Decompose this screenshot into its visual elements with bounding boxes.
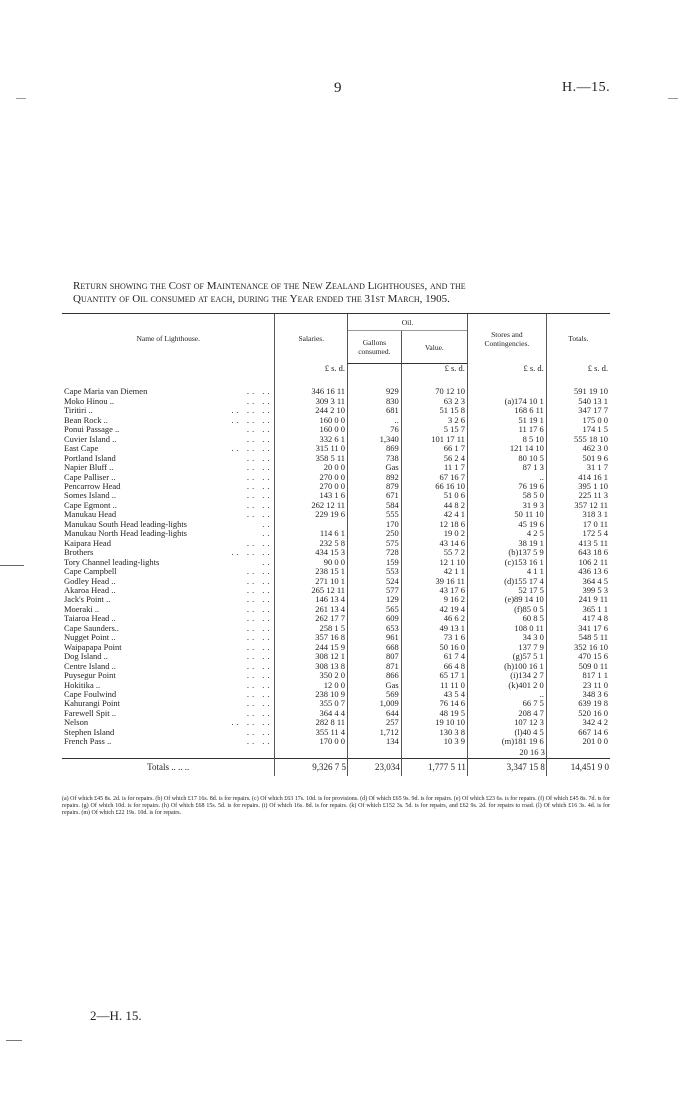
row-value: 48 19 5 — [401, 709, 467, 718]
row-name: Cape Saunders.. .. .. — [64, 622, 273, 633]
row-salary: 309 3 11 — [275, 397, 348, 406]
row-total: 520 16 0 — [546, 709, 610, 718]
row-name: Centre Island .. .. .. — [64, 660, 273, 671]
row-stores: 58 5 0 — [467, 491, 546, 500]
table-row — [62, 373, 610, 396]
page-number: 9 — [334, 80, 342, 96]
row-total: 31 1 7 — [546, 463, 610, 472]
row-salary: 143 1 6 — [275, 491, 348, 500]
row-total: 470 15 6 — [546, 652, 610, 661]
row-gallons: 134 — [348, 737, 402, 746]
row-value: 101 17 11 — [401, 435, 467, 444]
row-value: 67 16 7 — [401, 473, 467, 482]
row-gallons: 584 — [348, 501, 402, 510]
row-value: 46 6 2 — [401, 614, 467, 623]
row-total: 643 18 6 — [546, 548, 610, 557]
row-name: Pencarrow Head .. .. — [64, 480, 273, 491]
row-name: East Cape .. .. .. — [64, 443, 273, 454]
unit-salaries: £ s. d. — [275, 364, 348, 374]
row-total: 364 4 5 — [546, 577, 610, 586]
row-name: Cape Egmont .. .. .. — [64, 499, 273, 510]
row-gallons: 866 — [348, 671, 402, 680]
row-total: 509 0 11 — [546, 662, 610, 671]
row-total: 172 5 4 — [546, 529, 610, 538]
row-gallons: 577 — [348, 586, 402, 595]
row-value: 66 1 7 — [401, 444, 467, 453]
row-stores: (i)134 2 7 — [467, 671, 546, 680]
row-salary: 20 0 0 — [275, 463, 348, 472]
row-stores: 45 19 6 — [467, 520, 546, 529]
row-salary: 262 17 7 — [275, 614, 348, 623]
row-value: 42 19 4 — [401, 605, 467, 614]
row-gallons: 565 — [348, 605, 402, 614]
row-stores: (m)181 19 6 — [467, 737, 546, 746]
col-gallons-header: Gallons consumed. — [348, 331, 402, 364]
row-salary: 262 12 11 — [275, 501, 348, 510]
row-total: 106 2 11 — [546, 558, 610, 567]
document-reference: H.—15. — [562, 80, 611, 95]
row-value: 12 1 10 — [401, 558, 467, 567]
row-stores: (a)174 10 1 — [467, 397, 546, 406]
row-salary: 90 0 0 — [275, 558, 348, 567]
col-stores-header: Stores and Contingencies. — [467, 314, 546, 364]
row-stores: .. — [467, 690, 546, 699]
row-name: Stephen Island .. .. — [64, 726, 273, 737]
title-line-2: Quantity of Oil consumed at each, during the Year ended the 31st March, 1905. — [73, 293, 450, 305]
scan-mark — [6, 1040, 22, 1041]
row-total: 462 3 0 — [546, 444, 610, 453]
row-salary: 308 12 1 — [275, 652, 348, 661]
row-total: 17 0 11 — [546, 520, 610, 529]
row-gallons: 1,712 — [348, 728, 402, 737]
units-row — [62, 364, 610, 374]
totals-value: 1,777 5 11 — [401, 759, 467, 776]
row-value: 43 5 4 — [401, 690, 467, 699]
row-stores: 31 9 3 — [467, 501, 546, 510]
row-value: 55 7 2 — [401, 548, 467, 557]
row-salary: 232 5 8 — [275, 539, 348, 548]
row-salary: 434 15 3 — [275, 548, 348, 557]
row-stores: 76 19 6 — [467, 482, 546, 491]
row-gallons: 644 — [348, 709, 402, 718]
row-name: Puysegur Point .. .. — [64, 670, 273, 681]
row-total: 175 0 0 — [546, 416, 610, 425]
row-gallons: 929 — [348, 373, 402, 396]
row-total: 347 17 7 — [546, 406, 610, 415]
row-salary: 355 0 7 — [275, 699, 348, 708]
row-salary: 308 13 8 — [275, 662, 348, 671]
row-gallons: 250 — [348, 529, 402, 538]
row-stores: 34 3 0 — [467, 633, 546, 642]
row-stores: .. — [467, 473, 546, 482]
row-name: Manukau Head .. .. — [64, 509, 273, 520]
row-gallons: 681 — [348, 406, 402, 415]
row-stores: 11 17 6 — [467, 425, 546, 434]
row-gallons: 524 — [348, 577, 402, 586]
row-total: 395 1 10 — [546, 482, 610, 491]
row-salary: 160 0 0 — [275, 416, 348, 425]
row-stores: (e)89 14 10 — [467, 595, 546, 604]
row-value: 70 12 10 — [401, 373, 467, 396]
row-name: Cape Campbell .. .. — [64, 566, 273, 577]
row-stores: 80 10 5 — [467, 454, 546, 463]
row-stores: 38 19 1 — [467, 539, 546, 548]
row-value: 9 16 2 — [401, 595, 467, 604]
row-salary: 170 0 0 — [275, 737, 348, 746]
row-stores: (l)40 4 5 — [467, 728, 546, 737]
row-total: 591 19 10 — [546, 373, 610, 396]
row-salary: 332 6 1 — [275, 435, 348, 444]
row-gallons: 555 — [348, 510, 402, 519]
row-value: 66 16 10 — [401, 482, 467, 491]
row-total: 357 12 11 — [546, 501, 610, 510]
row-salary: 12 0 0 — [275, 681, 348, 690]
col-totals-header: Totals. — [546, 314, 610, 364]
row-name: Moko Hinou .. .. .. — [64, 395, 273, 406]
row-value: 61 7 4 — [401, 652, 467, 661]
row-gallons: 961 — [348, 633, 402, 642]
col-oil-header: Oil. — [348, 314, 468, 331]
row-salary: 265 12 11 — [275, 586, 348, 595]
row-salary: 350 2 0 — [275, 671, 348, 680]
row-name: Brothers .. .. .. — [64, 547, 273, 558]
table-body — [62, 364, 610, 747]
row-name: Portland Island .. .. — [64, 452, 273, 463]
row-salary: 355 11 4 — [275, 728, 348, 737]
row-name: Manukau South Head leading-lights .. — [64, 518, 273, 529]
row-salary: 271 10 1 — [275, 577, 348, 586]
row-total: 436 13 6 — [546, 567, 610, 576]
totals-label: Totals .. .. .. — [62, 759, 275, 776]
row-total: 225 11 3 — [546, 491, 610, 500]
row-total: 414 16 1 — [546, 473, 610, 482]
row-total: 318 3 1 — [546, 510, 610, 519]
row-total: 241 9 11 — [546, 595, 610, 604]
row-name: Cape Foulwind .. .. — [64, 688, 273, 699]
row-total: 540 13 1 — [546, 397, 610, 406]
row-name: Nugget Point .. .. .. — [64, 632, 273, 643]
row-salary: 146 13 4 — [275, 595, 348, 604]
row-stores: 4 2 5 — [467, 529, 546, 538]
row-total: 548 5 11 — [546, 633, 610, 642]
row-name: Jack's Point .. .. .. — [64, 594, 273, 605]
row-total: 352 16 10 — [546, 643, 610, 652]
row-name: Godley Head .. .. .. — [64, 575, 273, 586]
row-gallons: 159 — [348, 558, 402, 567]
row-value: 50 16 0 — [401, 643, 467, 652]
scan-mark — [0, 565, 24, 566]
row-stores: (b)137 5 9 — [467, 548, 546, 557]
row-name: Tory Channel leading-lights .. — [64, 556, 273, 567]
row-value: 43 14 6 — [401, 539, 467, 548]
unit-totals: £ s. d. — [546, 364, 610, 374]
row-name: Bean Rock .. .. .. .. — [64, 414, 273, 425]
row-name: Hokitika .. .. .. — [64, 679, 273, 690]
row-gallons: 671 — [348, 491, 402, 500]
totals-stores: 3,347 15 8 — [467, 759, 546, 776]
row-total: 667 14 6 — [546, 728, 610, 737]
row-gallons: 569 — [348, 690, 402, 699]
row-value: 51 0 6 — [401, 491, 467, 500]
row-value: 12 18 6 — [401, 520, 467, 529]
row-gallons: 1,340 — [348, 435, 402, 444]
row-total: 201 0 0 — [546, 737, 610, 746]
row-name: Moeraki .. .. .. — [64, 603, 273, 614]
row-gallons: 807 — [348, 652, 402, 661]
row-gallons: 728 — [348, 548, 402, 557]
row-stores: (g)57 5 1 — [467, 652, 546, 661]
row-gallons: 892 — [348, 473, 402, 482]
row-total: 342 4 2 — [546, 718, 610, 727]
row-name: Tiritiri .. .. .. .. — [64, 405, 273, 416]
row-stores: 51 19 1 — [467, 416, 546, 425]
row-name: Cape Palliser .. .. .. — [64, 471, 273, 482]
row-stores: 4 1 1 — [467, 567, 546, 576]
row-value: 5 15 7 — [401, 425, 467, 434]
row-total: 348 3 6 — [546, 690, 610, 699]
row-value: 42 1 1 — [401, 567, 467, 576]
row-stores: (c)153 16 1 — [467, 558, 546, 567]
row-value: 76 14 6 — [401, 699, 467, 708]
extra-stores-row — [62, 747, 610, 759]
row-gallons: 129 — [348, 595, 402, 604]
row-stores — [467, 373, 546, 396]
row-name: Nelson .. .. .. — [64, 717, 273, 728]
row-name: Cape Maria van Diemen .. .. — [64, 386, 273, 397]
row-value: 49 13 1 — [401, 624, 467, 633]
lighthouse-cost-table — [62, 313, 610, 776]
row-value: 39 16 11 — [401, 577, 467, 586]
row-gallons: 668 — [348, 643, 402, 652]
row-total: 365 1 1 — [546, 605, 610, 614]
row-gallons: 1,009 — [348, 699, 402, 708]
title-line-1: Return showing the Cost of Maintenance of the New Zealand Lighthouses, and the — [73, 280, 466, 292]
row-value: 42 4 1 — [401, 510, 467, 519]
row-stores: 168 6 11 — [467, 406, 546, 415]
row-salary: 160 0 0 — [275, 425, 348, 434]
row-gallons: 257 — [348, 718, 402, 727]
row-gallons: 871 — [348, 662, 402, 671]
row-name: Kaipara Head .. .. — [64, 537, 273, 548]
row-stores: 108 0 11 — [467, 624, 546, 633]
totals-total: 14,451 9 0 — [546, 759, 610, 776]
scan-mark — [16, 98, 26, 99]
row-value: 63 2 3 — [401, 397, 467, 406]
row-total: 817 1 1 — [546, 671, 610, 680]
scan-mark — [668, 98, 678, 99]
row-name: Waipapapa Point .. .. — [64, 641, 273, 652]
row-salary: 229 19 6 — [275, 510, 348, 519]
row-name: Cuvier Island .. .. .. — [64, 433, 273, 444]
row-salary: 238 15 1 — [275, 567, 348, 576]
row-salary: 364 4 4 — [275, 709, 348, 718]
row-salary: 315 11 0 — [275, 444, 348, 453]
row-value: 10 3 9 — [401, 737, 467, 746]
row-stores: 66 7 5 — [467, 699, 546, 708]
row-stores: 8 5 10 — [467, 435, 546, 444]
row-gallons: 170 — [348, 520, 402, 529]
row-value: 65 17 1 — [401, 671, 467, 680]
row-gallons: 76 — [348, 425, 402, 434]
row-salary: 357 16 8 — [275, 633, 348, 642]
row-total: 501 9 6 — [546, 454, 610, 463]
row-stores: 107 12 3 — [467, 718, 546, 727]
row-salary: 358 5 11 — [275, 454, 348, 463]
row-value: 11 11 0 — [401, 681, 467, 690]
row-name: Manukau North Head leading-lights .. — [64, 528, 273, 539]
row-stores: 137 7 9 — [467, 643, 546, 652]
row-value: 44 8 2 — [401, 501, 467, 510]
row-total: 417 4 8 — [546, 614, 610, 623]
extra-stores-value: 20 16 3 — [467, 747, 546, 759]
col-name-header: Name of Lighthouse. — [62, 314, 275, 364]
row-name: Akaroa Head .. .. .. — [64, 584, 273, 595]
totals-salary: 9,326 7 5 — [275, 759, 348, 776]
row-value: 11 1 7 — [401, 463, 467, 472]
row-gallons: Gas — [348, 681, 402, 690]
row-name: Ponui Passage .. .. .. — [64, 424, 273, 435]
row-salary: 114 6 1 — [275, 529, 348, 538]
row-salary: 270 0 0 — [275, 482, 348, 491]
row-stores: 60 8 5 — [467, 614, 546, 623]
row-value: 19 10 10 — [401, 718, 467, 727]
row-stores: 87 1 3 — [467, 463, 546, 472]
totals-gallons: 23,034 — [348, 759, 402, 776]
row-salary: 282 8 11 — [275, 718, 348, 727]
row-value: 3 2 6 — [401, 416, 467, 425]
row-value: 43 17 6 — [401, 586, 467, 595]
row-gallons: 553 — [348, 567, 402, 576]
row-total: 413 5 11 — [546, 539, 610, 548]
col-salaries-header: Salaries. — [275, 314, 348, 364]
row-name: Farewell Spit .. .. .. — [64, 707, 273, 718]
row-gallons: 738 — [348, 454, 402, 463]
row-gallons: 830 — [348, 397, 402, 406]
row-stores: (f)85 0 5 — [467, 605, 546, 614]
row-total: 555 18 10 — [546, 435, 610, 444]
row-name: Kahurangi Point .. .. — [64, 698, 273, 709]
row-stores: 208 4 7 — [467, 709, 546, 718]
row-stores: (d)155 17 4 — [467, 577, 546, 586]
row-total: 341 17 6 — [546, 624, 610, 633]
row-value: 66 4 8 — [401, 662, 467, 671]
unit-stores: £ s. d. — [467, 364, 546, 374]
table-row — [62, 737, 610, 746]
row-gallons: 653 — [348, 624, 402, 633]
row-stores: 121 14 10 — [467, 444, 546, 453]
row-gallons: 575 — [348, 539, 402, 548]
row-salary: 346 16 11 — [275, 373, 348, 396]
signature-reference: 2—H. 15. — [90, 1008, 142, 1023]
row-salary: 258 1 5 — [275, 624, 348, 633]
row-stores: 52 17 5 — [467, 586, 546, 595]
return-title — [73, 280, 601, 306]
row-name: Dog Island .. .. .. — [64, 651, 273, 662]
unit-value: £ s. d. — [401, 364, 467, 374]
row-salary: 238 10 9 — [275, 690, 348, 699]
row-total: 174 1 5 — [546, 425, 610, 434]
row-salary: 261 13 4 — [275, 605, 348, 614]
col-value-header: Value. — [401, 331, 467, 364]
row-value: 130 3 8 — [401, 728, 467, 737]
row-total: 23 11 0 — [546, 681, 610, 690]
row-gallons: 879 — [348, 482, 402, 491]
row-name: Somes Island .. .. .. — [64, 490, 273, 501]
row-name: Napier Bluff .. .. .. — [64, 462, 273, 473]
row-value: 51 15 8 — [401, 406, 467, 415]
row-stores: 50 11 10 — [467, 510, 546, 519]
row-name: French Pass .. .. .. — [64, 736, 273, 747]
row-salary: 270 0 0 — [275, 473, 348, 482]
row-name: Taiaroa Head .. .. .. — [64, 613, 273, 624]
row-gallons: 869 — [348, 444, 402, 453]
row-total: 399 5 3 — [546, 586, 610, 595]
row-gallons: Gas — [348, 463, 402, 472]
row-salary: 244 2 10 — [275, 406, 348, 415]
totals-row — [62, 759, 610, 776]
row-total: 639 19 8 — [546, 699, 610, 708]
row-value: 19 0 2 — [401, 529, 467, 538]
row-salary: 244 15 9 — [275, 643, 348, 652]
footnotes: (a) Of which £45 8s. 2d. is for repairs. (b) Of which £17 16s. 8d. is for repairs. (c) Of which £63 17s. 10d. is for provisions. (d) Of which £65 9s. 9d. is for repairs. (e) Of which £23 6s. is for repairs. (f) Of which £45 8s. 7d. is for repairs. (g) Of which 10d. is for repairs. (h) Of which £68 15s. 5d. is for repairs. (i) Of which 16s. 8d. is for repairs. (k) Of which £152 3s. 5d. is for repairs, and £62 9s. 2d. for repairs to road. (l) Of which £16 3s. 4d. is for repairs. (m) Of which £22 19s. 10d. is for repairs. — [62, 796, 610, 816]
row-value: 73 1 6 — [401, 633, 467, 642]
row-stores: (k)401 2 0 — [467, 681, 546, 690]
row-value: 56 2 4 — [401, 454, 467, 463]
row-gallons: 609 — [348, 614, 402, 623]
row-stores: (h)100 16 1 — [467, 662, 546, 671]
row-gallons: .. — [348, 416, 402, 425]
